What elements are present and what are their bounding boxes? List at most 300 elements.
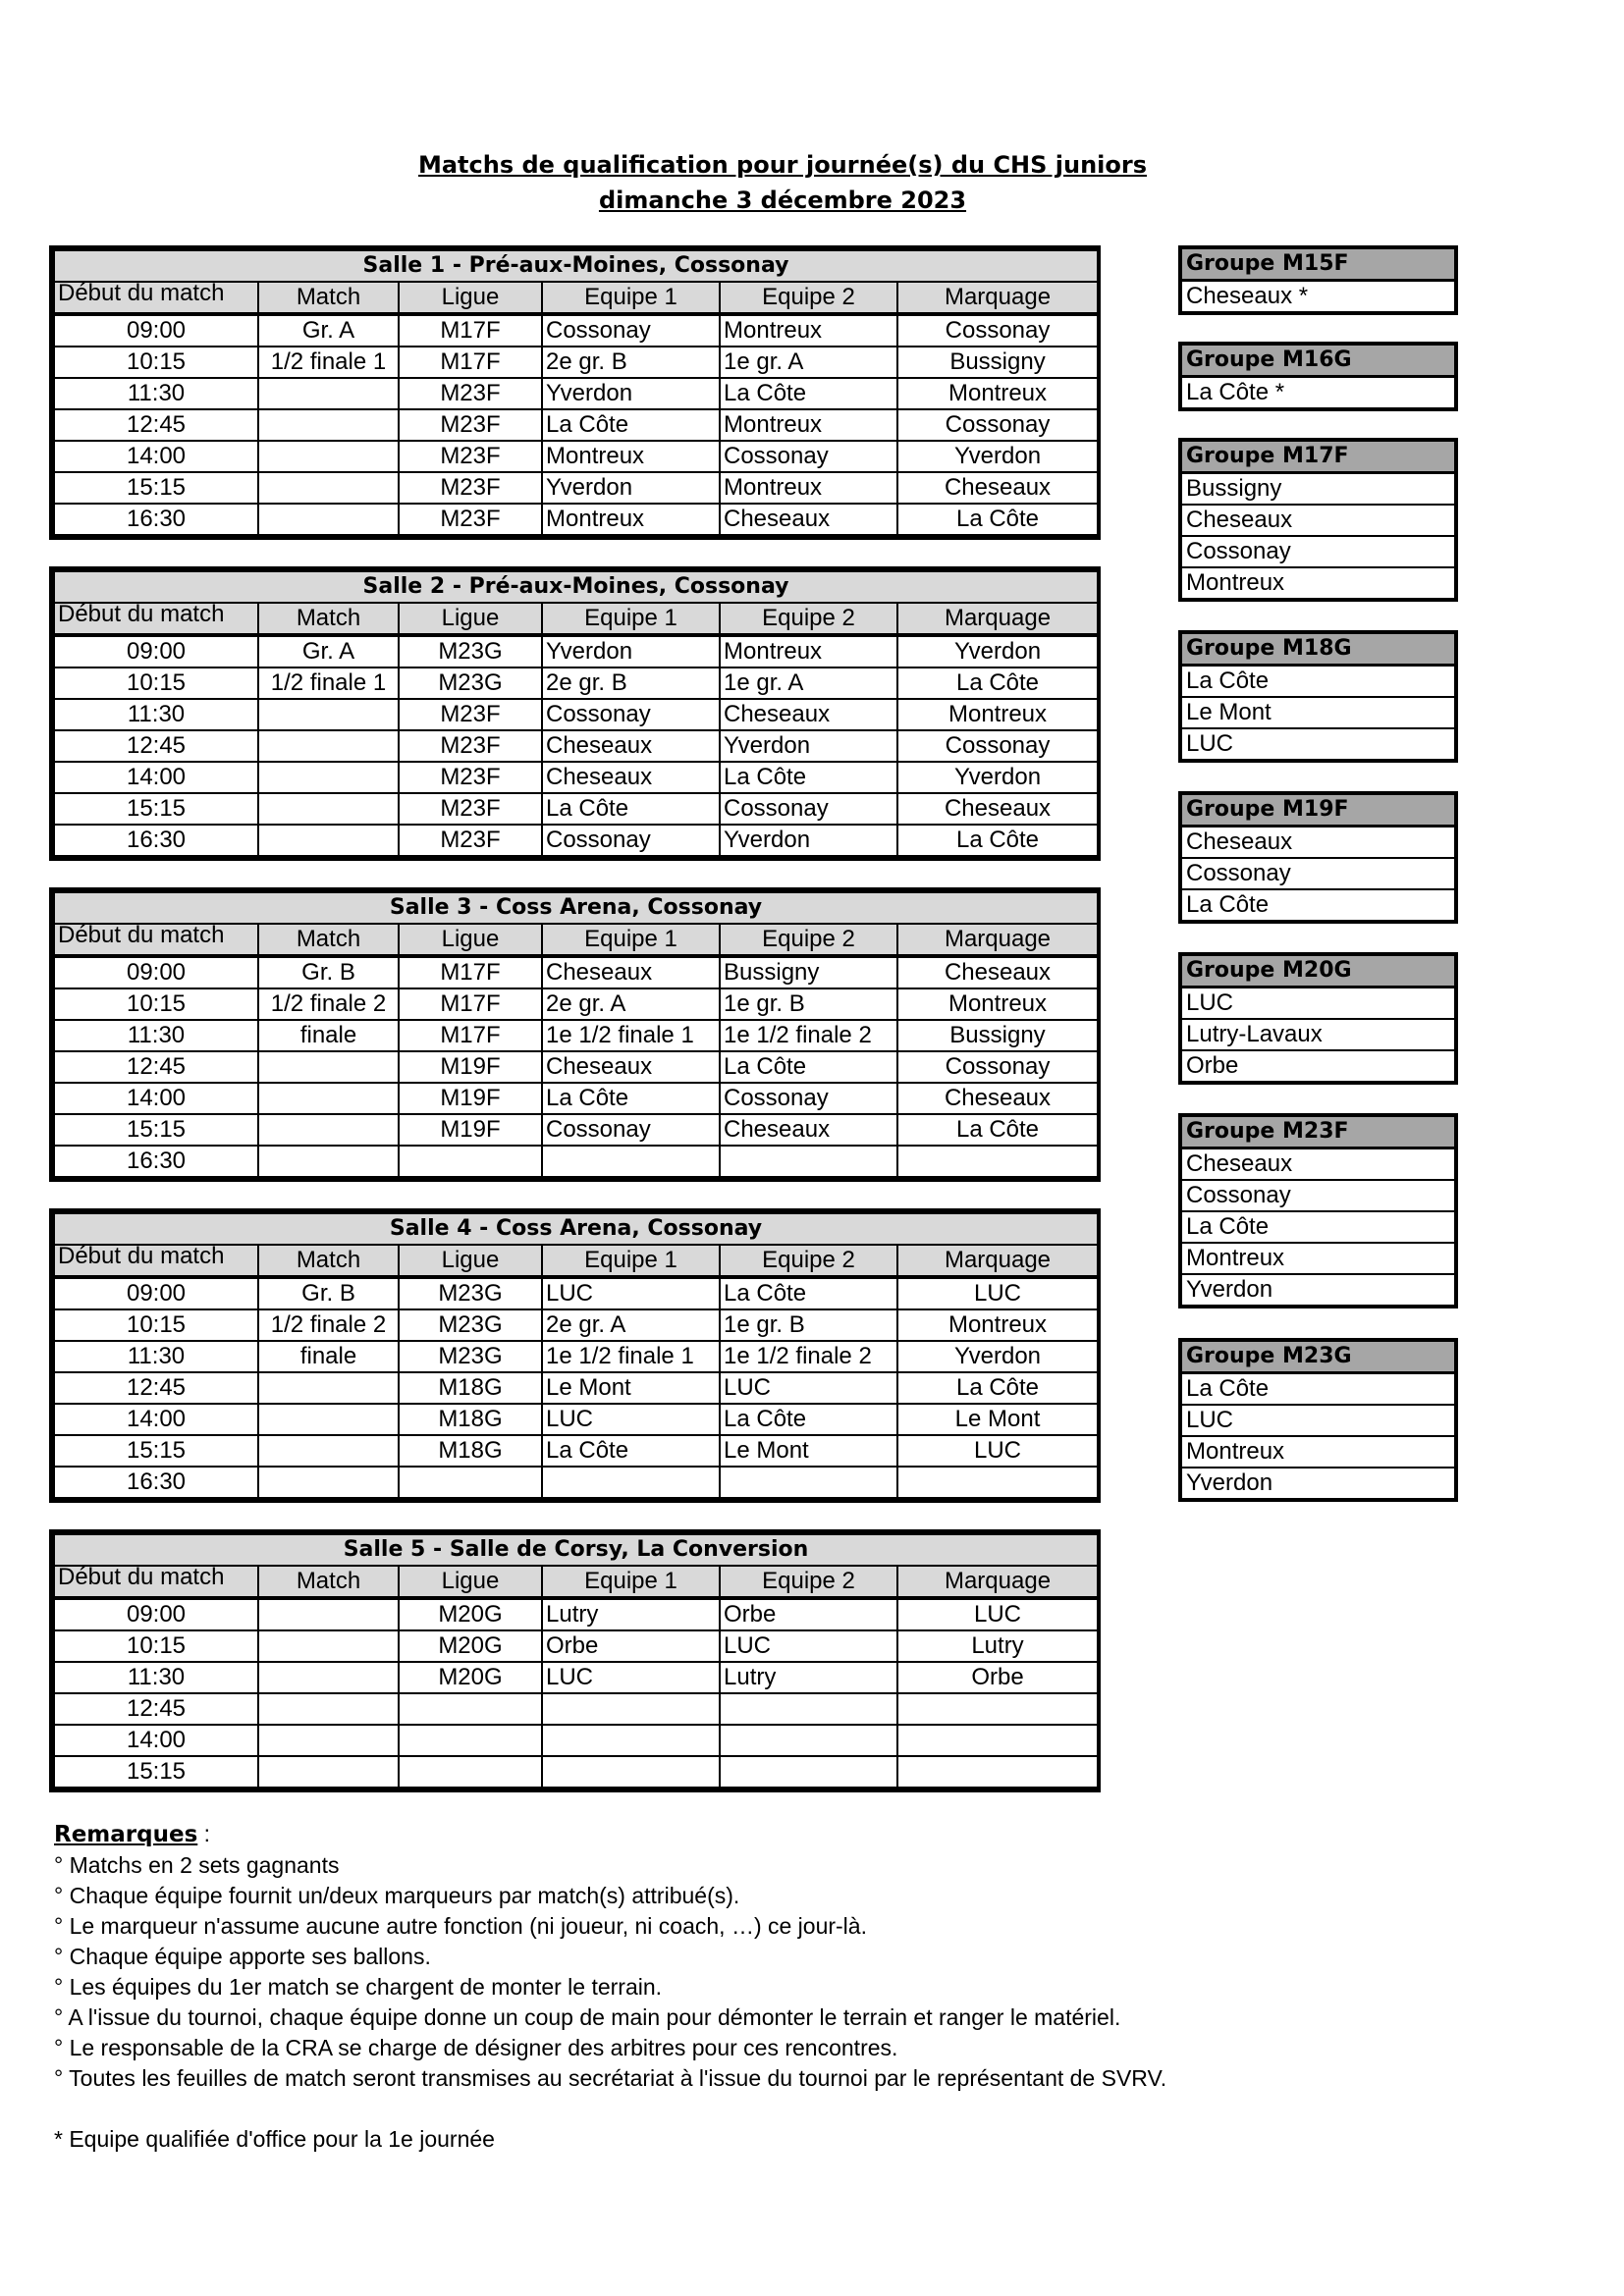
table-cell [258,1404,399,1435]
group-team: La Côte [1182,1374,1454,1406]
table-cell: Cheseaux [897,956,1098,988]
table-cell [258,730,399,762]
group-team: LUC [1182,988,1454,1020]
column-header: Equipe 2 [720,282,897,314]
table-row [54,1756,1098,1788]
table-cell [542,1693,720,1725]
table-cell: La Côte [897,1114,1098,1146]
table-row [54,793,1098,825]
table-cell: Bussigny [720,956,897,988]
table-cell [258,1372,399,1404]
column-header: Equipe 1 [542,282,720,314]
column-header: Equipe 2 [720,603,897,635]
table-cell: Cheseaux [720,699,897,730]
table-cell: 10:15 [54,347,258,378]
column-header: Début du match [54,924,258,956]
table-cell: La Côte [542,409,720,441]
table-cell: La Côte [720,1051,897,1083]
group-team: Cossonay [1182,1181,1454,1212]
group-title: Groupe M15F [1182,249,1454,282]
table-cell: 12:45 [54,730,258,762]
table-cell: 11:30 [54,1662,258,1693]
table-cell: 1e gr. A [720,347,897,378]
table-cell: Yverdon [720,825,897,856]
table-cell [258,1630,399,1662]
remarks-heading-line [54,1819,1527,1850]
table-row [54,472,1098,504]
column-header: Ligue [399,282,542,314]
column-header: Match [258,1566,399,1598]
table-row [54,1051,1098,1083]
table-cell: La Côte [897,667,1098,699]
table-cell: 11:30 [54,378,258,409]
column-header: Equipe 1 [542,924,720,956]
table-cell: La Côte [720,378,897,409]
table-row [54,635,1098,667]
table-row [54,956,1098,988]
table-cell: Cossonay [897,314,1098,347]
table-cell: 15:15 [54,793,258,825]
table-cell: LUC [542,1404,720,1435]
table-cell [258,793,399,825]
table-cell: M19F [399,1083,542,1114]
remark-item: ° Chaque équipe fournit un/deux marqueurs par match(s) attribué(s). [54,1883,740,1908]
table-cell [258,1598,399,1630]
table-cell: 16:30 [54,825,258,856]
table-cell: Lutry [542,1598,720,1630]
group-team: Cossonay [1182,537,1454,568]
salle-table-2 [49,566,1101,861]
table-cell: 2e gr. A [542,1309,720,1341]
group-team: Cossonay [1182,859,1454,890]
table-cell: La Côte [720,1277,897,1309]
salle-title: Salle 4 - Coss Arena, Cossonay [54,1213,1098,1245]
remarks-heading-suffix: : [197,1821,211,1846]
table-cell [258,472,399,504]
table-row [54,1467,1098,1498]
table-cell: Montreux [720,635,897,667]
remarks-section [54,1819,1527,2155]
salle-title: Salle 1 - Pré-aux-Moines, Cossonay [54,250,1098,282]
table-cell [258,1756,399,1788]
table-cell [258,1114,399,1146]
table-cell: Cossonay [542,314,720,347]
table-cell [399,1693,542,1725]
table-row [54,378,1098,409]
table-cell: finale [258,1020,399,1051]
table-cell: M23F [399,441,542,472]
table-cell [720,1756,897,1788]
table-cell: Montreux [720,409,897,441]
table-cell: 1e gr. B [720,1309,897,1341]
table-cell: Cheseaux [542,956,720,988]
table-cell: M19F [399,1114,542,1146]
table-cell: 1e 1/2 finale 1 [542,1341,720,1372]
column-header: Equipe 2 [720,1245,897,1277]
group-box [1178,1338,1458,1502]
table-row [54,1662,1098,1693]
group-team: Lutry-Lavaux [1182,1020,1454,1051]
table-cell [399,1756,542,1788]
column-header: Equipe 1 [542,603,720,635]
table-cell: 2e gr. B [542,347,720,378]
group-team: Yverdon [1186,1276,1273,1303]
table-cell [720,1467,897,1498]
table-row [54,1020,1098,1051]
table-row [54,1114,1098,1146]
salle-title: Salle 3 - Coss Arena, Cossonay [54,892,1098,924]
table-cell [258,1693,399,1725]
table-cell [897,1467,1098,1498]
table-cell: Cossonay [897,409,1098,441]
document-title [0,147,1624,218]
table-cell: M23F [399,409,542,441]
table-row [54,730,1098,762]
table-cell: M17F [399,988,542,1020]
table-cell: 1e gr. A [720,667,897,699]
table-row [54,1372,1098,1404]
table-cell: Cossonay [720,793,897,825]
column-header: Ligue [399,603,542,635]
table-cell: La Côte [897,1372,1098,1404]
table-cell [399,1467,542,1498]
table-cell: 10:15 [54,1309,258,1341]
table-row [54,1598,1098,1630]
table-cell [720,1725,897,1756]
table-cell: Gr. B [258,956,399,988]
table-cell: M23F [399,504,542,535]
column-header: Equipe 2 [720,924,897,956]
column-header: Début du match [54,1566,258,1598]
table-cell: Yverdon [897,635,1098,667]
table-cell: 2e gr. A [542,988,720,1020]
table-cell: La Côte [542,1083,720,1114]
table-cell [258,1725,399,1756]
column-header: Marquage [897,924,1098,956]
column-header: Marquage [897,1566,1098,1598]
remark-item: ° Le responsable de la CRA se charge de désigner des arbitres pour ces rencontres. [54,2035,898,2060]
table-cell: 12:45 [54,1372,258,1404]
table-cell: 09:00 [54,1277,258,1309]
table-cell: Cheseaux [897,472,1098,504]
group-team: La Côte * [1186,379,1285,405]
table-cell: Gr. A [258,635,399,667]
table-cell: LUC [897,1435,1098,1467]
table-cell: La Côte [542,793,720,825]
group-title: Groupe M16G [1182,346,1454,378]
table-row [54,1693,1098,1725]
group-box [1178,438,1458,602]
table-cell: 1e 1/2 finale 2 [720,1341,897,1372]
table-cell: Cossonay [542,1114,720,1146]
group-box [1178,630,1458,763]
table-row [54,1630,1098,1662]
table-cell: Yverdon [897,762,1098,793]
remark-item: ° Les équipes du 1er match se chargent de monter le terrain. [54,1974,663,2000]
table-cell: Yverdon [897,1341,1098,1372]
table-cell: La Côte [897,504,1098,535]
salle-title: Salle 5 - Salle de Corsy, La Conversion [54,1534,1098,1566]
table-cell: 1/2 finale 1 [258,347,399,378]
table-cell: 12:45 [54,1693,258,1725]
table-cell: Yverdon [720,730,897,762]
remark-item: ° Le marqueur n'assume aucune autre fonction (ni joueur, ni coach, …) ce jour-là. [54,1913,867,1939]
title-line-2: dimanche 3 décembre 2023 [598,187,967,214]
remarks-list [54,1850,1527,2094]
table-cell [258,378,399,409]
table-cell: La Côte [720,1404,897,1435]
table-cell [897,1756,1098,1788]
table-cell: 15:15 [54,1435,258,1467]
table-cell: M19F [399,1051,542,1083]
table-row [54,504,1098,535]
table-row [54,314,1098,347]
group-box [1178,791,1458,924]
table-cell: Cossonay [897,1051,1098,1083]
table-cell [258,1467,399,1498]
table-cell [258,825,399,856]
table-cell: Cheseaux [720,1114,897,1146]
table-cell: La Côte [897,825,1098,856]
table-cell: M23F [399,378,542,409]
table-cell: 10:15 [54,988,258,1020]
table-cell [720,1693,897,1725]
table-cell: 14:00 [54,1725,258,1756]
table-cell: Yverdon [897,441,1098,472]
table-cell: Orbe [897,1662,1098,1693]
table-cell: M23G [399,635,542,667]
group-team: Montreux [1182,1244,1454,1275]
table-cell: Gr. A [258,314,399,347]
table-cell: LUC [897,1598,1098,1630]
table-cell: Le Mont [542,1372,720,1404]
column-header: Match [258,603,399,635]
group-team: Orbe [1186,1052,1239,1079]
column-header: Match [258,282,399,314]
column-header: Marquage [897,1245,1098,1277]
table-cell: Cheseaux [542,730,720,762]
table-cell [258,1083,399,1114]
table-cell: 11:30 [54,699,258,730]
table-cell: Montreux [542,441,720,472]
column-header: Equipe 1 [542,1245,720,1277]
table-cell [258,699,399,730]
table-cell [258,409,399,441]
table-cell: M23F [399,762,542,793]
group-title: Groupe M20G [1182,956,1454,988]
table-cell: 1e 1/2 finale 1 [542,1020,720,1051]
column-header: Match [258,924,399,956]
table-cell: M23G [399,1341,542,1372]
column-header: Marquage [897,603,1098,635]
table-cell: 14:00 [54,1404,258,1435]
table-cell: 15:15 [54,472,258,504]
salle-title: Salle 2 - Pré-aux-Moines, Cossonay [54,571,1098,603]
footnote: * Equipe qualifiée d'office pour la 1e journée [54,2126,495,2152]
table-cell [258,504,399,535]
table-row [54,1277,1098,1309]
table-cell: M17F [399,347,542,378]
group-team: Cheseaux [1182,1149,1454,1181]
table-cell: M17F [399,1020,542,1051]
table-cell: Le Mont [720,1435,897,1467]
group-title: Groupe M17F [1182,442,1454,474]
group-team: Montreux [1182,1437,1454,1468]
remark-item: ° A l'issue du tournoi, chaque équipe donne un coup de main pour démonter le terrain et ranger le matériel. [54,2004,1121,2030]
group-team: Cheseaux [1182,828,1454,859]
table-cell: M23F [399,699,542,730]
table-row [54,441,1098,472]
table-cell [542,1756,720,1788]
table-cell: 14:00 [54,1083,258,1114]
group-box [1178,1113,1458,1308]
salle-table-3 [49,887,1101,1182]
table-cell: LUC [542,1277,720,1309]
table-cell: 09:00 [54,1598,258,1630]
table-cell [542,1725,720,1756]
table-cell: 11:30 [54,1341,258,1372]
table-row [54,825,1098,856]
group-title: Groupe M23G [1182,1342,1454,1374]
table-cell: M20G [399,1630,542,1662]
table-cell: Montreux [897,988,1098,1020]
column-header: Début du match [54,1245,258,1277]
table-cell: M17F [399,956,542,988]
table-cell: Orbe [720,1598,897,1630]
salle-table-5 [49,1529,1101,1792]
table-cell [720,1146,897,1177]
table-cell: Lutry [720,1662,897,1693]
table-cell: M23F [399,472,542,504]
table-cell: 1e 1/2 finale 2 [720,1020,897,1051]
column-header: Equipe 1 [542,1566,720,1598]
table-cell: M23F [399,793,542,825]
table-cell: Montreux [897,378,1098,409]
table-row [54,1309,1098,1341]
table-cell: M23F [399,825,542,856]
table-cell: M23G [399,1277,542,1309]
table-row [54,762,1098,793]
table-cell: La Côte [720,762,897,793]
column-header: Match [258,1245,399,1277]
table-cell: 10:15 [54,667,258,699]
column-header: Début du match [54,282,258,314]
column-header: Ligue [399,924,542,956]
table-cell: Yverdon [542,378,720,409]
table-cell: Cheseaux [897,793,1098,825]
table-cell: Yverdon [542,472,720,504]
table-cell: 1/2 finale 2 [258,988,399,1020]
group-team: Cheseaux * [1186,283,1309,309]
group-title: Groupe M19F [1182,795,1454,828]
group-team: La Côte [1186,891,1270,918]
table-cell [542,1146,720,1177]
table-cell [258,1435,399,1467]
table-row [54,988,1098,1020]
table-cell [258,1051,399,1083]
table-cell: Montreux [720,314,897,347]
table-cell: M18G [399,1435,542,1467]
table-row [54,347,1098,378]
group-team: Cheseaux [1182,506,1454,537]
table-cell: Cheseaux [720,504,897,535]
group-team: La Côte [1182,1212,1454,1244]
column-header: Début du match [54,603,258,635]
table-cell [399,1146,542,1177]
remark-item: ° Matchs en 2 sets gagnants [54,1852,340,1878]
group-team: LUC [1186,730,1234,757]
group-title: Groupe M23F [1182,1117,1454,1149]
table-row [54,699,1098,730]
table-row [54,667,1098,699]
table-cell: Yverdon [542,635,720,667]
table-cell: M20G [399,1662,542,1693]
table-cell: 16:30 [54,1146,258,1177]
group-box [1178,245,1458,315]
group-team: Bussigny [1182,474,1454,506]
group-team: Montreux [1186,569,1285,596]
table-cell: Le Mont [897,1404,1098,1435]
table-cell: M23G [399,667,542,699]
table-cell: Bussigny [897,347,1098,378]
table-row [54,1083,1098,1114]
table-cell: Montreux [720,472,897,504]
title-line-1: Matchs de qualification pour journée(s) du CHS juniors [417,151,1148,179]
table-cell [897,1725,1098,1756]
table-cell: M23G [399,1309,542,1341]
table-cell: Montreux [897,699,1098,730]
table-cell: M20G [399,1598,542,1630]
table-cell [399,1725,542,1756]
remark-item: ° Chaque équipe apporte ses ballons. [54,1944,431,1969]
table-cell: Montreux [542,504,720,535]
table-cell: 1/2 finale 2 [258,1309,399,1341]
table-cell: 15:15 [54,1756,258,1788]
table-cell: Gr. B [258,1277,399,1309]
table-cell [258,441,399,472]
table-cell: LUC [542,1662,720,1693]
table-cell: Cossonay [897,730,1098,762]
table-cell [897,1146,1098,1177]
table-cell: M23F [399,730,542,762]
table-cell: M18G [399,1404,542,1435]
table-row [54,1435,1098,1467]
table-cell: LUC [720,1630,897,1662]
table-cell: Cossonay [542,825,720,856]
table-row [54,1146,1098,1177]
table-cell: 09:00 [54,635,258,667]
table-cell [258,762,399,793]
group-box [1178,952,1458,1085]
table-cell: Montreux [897,1309,1098,1341]
table-cell [542,1467,720,1498]
group-team: LUC [1182,1406,1454,1437]
table-cell: 12:45 [54,1051,258,1083]
table-cell: 14:00 [54,441,258,472]
table-cell: 09:00 [54,956,258,988]
table-cell [258,1662,399,1693]
column-header: Marquage [897,282,1098,314]
column-header: Ligue [399,1566,542,1598]
table-cell: Bussigny [897,1020,1098,1051]
group-title: Groupe M18G [1182,634,1454,667]
table-cell: Cheseaux [897,1083,1098,1114]
table-row [54,409,1098,441]
column-header: Ligue [399,1245,542,1277]
salle-table-4 [49,1208,1101,1503]
table-cell: M18G [399,1372,542,1404]
table-cell: M17F [399,314,542,347]
